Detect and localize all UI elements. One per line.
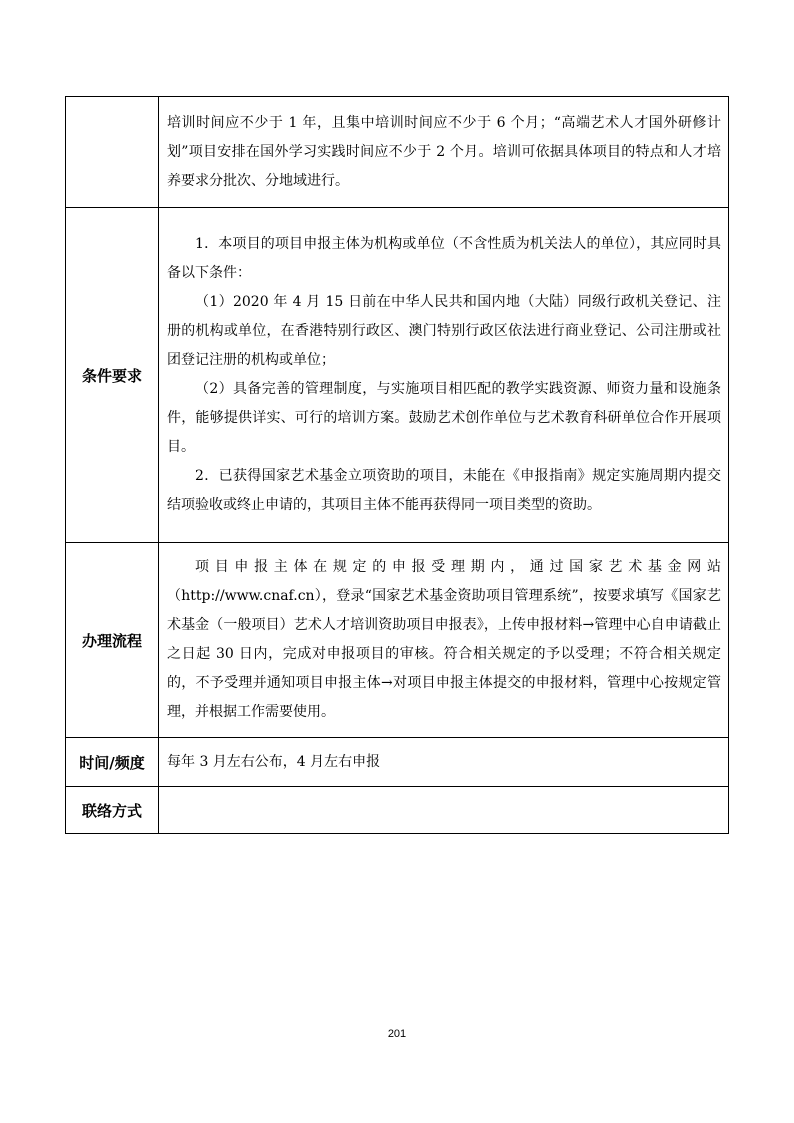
row-label: 办理流程 xyxy=(66,543,159,738)
paragraph: 每年 3 月左右公布，4 月左右申报 xyxy=(167,753,381,770)
table-row-contact xyxy=(66,787,729,834)
paragraph: 2．已获得国家艺术基金立项资助的项目，未能在《申报指南》规定实施周期内提交结项验收或终止申请的，其项目主体不能再获得同一项目类型的资助。 xyxy=(167,468,721,513)
info-table xyxy=(65,96,729,834)
row-content xyxy=(159,97,729,208)
row-content xyxy=(159,208,729,543)
page-number: 201 xyxy=(387,1028,407,1040)
table-row-training-duration xyxy=(66,97,729,208)
paragraph: 培训时间应不少于 1 年，且集中培训时间应不少于 6 个月；“高端艺术人才国外研修计划”项目安排在国外学习实践时间应不少于 2 个月。培训可依据具体项目的特点和人才培养要求分批次、分地域进行。 xyxy=(167,114,721,189)
paragraph: （1）2020 年 4 月 15 日前在中华人民共和国内地（大陆）同级行政机关登记、注册的机构或单位，在香港特别行政区、澳门特别行政区依法进行商业登记、公司注册或社团登记注册的机构或单位； xyxy=(167,294,721,368)
row-content xyxy=(159,787,729,834)
table-row-frequency xyxy=(66,738,729,787)
table-row-process xyxy=(66,543,729,738)
row-label: 时间/频度 xyxy=(66,738,159,787)
row-label: 联络方式 xyxy=(66,787,159,834)
row-content xyxy=(159,543,729,738)
paragraph: （2）具备完善的管理制度，与实施项目相匹配的教学实践资源、师资力量和设施条件，能够提供详实、可行的培训方案。鼓励艺术创作单位与艺术教育科研单位合作开展项目。 xyxy=(167,381,721,455)
row-content xyxy=(159,738,729,787)
row-label: 条件要求 xyxy=(66,208,159,543)
row-label xyxy=(66,97,159,208)
paragraph: 1．本项目的项目申报主体为机构或单位（不含性质为机关法人的单位），其应同时具备以下条件： xyxy=(167,236,721,281)
paragraph: 项目申报主体在规定的申报受理期内，通过国家艺术基金网站（http://www.cnaf.cn），登录“国家艺术基金资助项目管理系统”，按要求填写《国家艺术基金（一般项目）艺术人才培训资助项目申报表》，上传申报材料→管理中心自申请截止之日起 30 日内，完成对申报项目的审核。符合相关规定的予以受理；不符合相关规定的，不予受理并通知项目申报主体→对项目申报主体提交的申报材料，管理中心按规定管理，并根据工作需要使用。 xyxy=(167,559,721,720)
table-row-conditions xyxy=(66,208,729,543)
